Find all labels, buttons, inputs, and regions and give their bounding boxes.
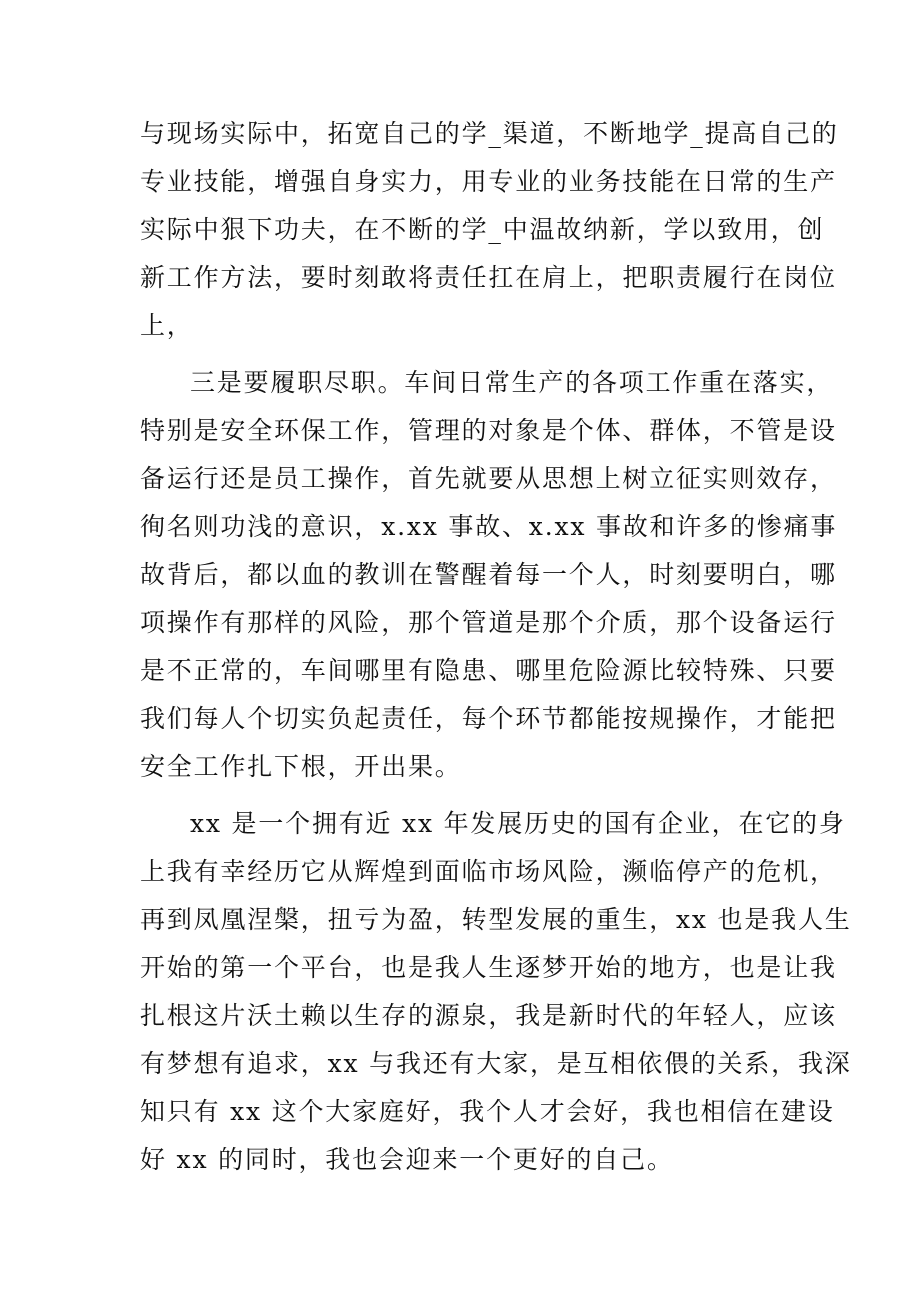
text-line: 新工作方法，要时刻敢将责任扛在肩上，把职责履行在岗位 xyxy=(140,263,837,292)
text-line: 特别是安全环保工作，管理的对象是个体、群体，不管是设 xyxy=(140,416,837,445)
text-line: 备运行还是员工操作，首先就要从思想上树立征实则效存， xyxy=(140,464,837,493)
text-line: 我们每人个切实负起责任，每个环节都能按规操作，才能把 xyxy=(140,704,837,733)
text-line: 故背后，都以血的教训在警醒着每一个人，时刻要明白，哪 xyxy=(140,560,837,589)
paragraph-2 xyxy=(140,359,838,791)
paragraph-3 xyxy=(140,800,852,1184)
text-line: 项操作有那样的风险，那个管道是那个介质，那个设备运行 xyxy=(140,608,837,637)
text-line: 专业技能，增强自身实力，用专业的业务技能在日常的生产 xyxy=(140,167,837,196)
text-line: 好 xx 的同时，我也会迎来一个更好的自己。 xyxy=(140,1145,674,1174)
text-line: 徇名则功浅的意识，x.xx 事故、x.xx 事故和许多的惨痛事 xyxy=(140,512,838,541)
text-line: 实际中狠下功夫，在不断的学_中温故纳新，学以致用，创 xyxy=(140,215,825,244)
text-line: 安全工作扎下根，开出果。 xyxy=(140,752,462,781)
text-line: 再到凤凰涅槃，扭亏为盈，转型发展的重生，xx 也是我人生 xyxy=(140,905,852,934)
text-line: 是不正常的，车间哪里有隐患、哪里危险源比较特殊、只要 xyxy=(140,656,837,685)
paragraph-gap xyxy=(140,350,800,359)
text-line: 三是要履职尽职。车间日常生产的各项工作重在落实， xyxy=(190,368,834,397)
text-line: 知只有 xx 这个大家庭好，我个人才会好，我也相信在建设 xyxy=(140,1097,835,1126)
paragraph-gap xyxy=(140,791,800,800)
text-line: 上， xyxy=(140,311,194,340)
paragraph-1 xyxy=(140,110,839,350)
document-body xyxy=(140,110,852,1184)
text-line: 上我有幸经历它从辉煌到面临市场风险，濒临停产的危机， xyxy=(140,857,837,886)
text-line: 扎根这片沃土赖以生存的源泉，我是新时代的年轻人，应该 xyxy=(140,1001,837,1030)
text-line: 有梦想有追求，xx 与我还有大家，是互相依偎的关系，我深 xyxy=(140,1049,852,1078)
text-line: 与现场实际中，拓宽自己的学_渠道，不断地学_提高自己的 xyxy=(140,119,839,148)
text-line: xx 是一个拥有近 xx 年发展历史的国有企业，在它的身 xyxy=(190,809,846,838)
text-line: 开始的第一个平台，也是我人生逐梦开始的地方，也是让我 xyxy=(140,953,837,982)
